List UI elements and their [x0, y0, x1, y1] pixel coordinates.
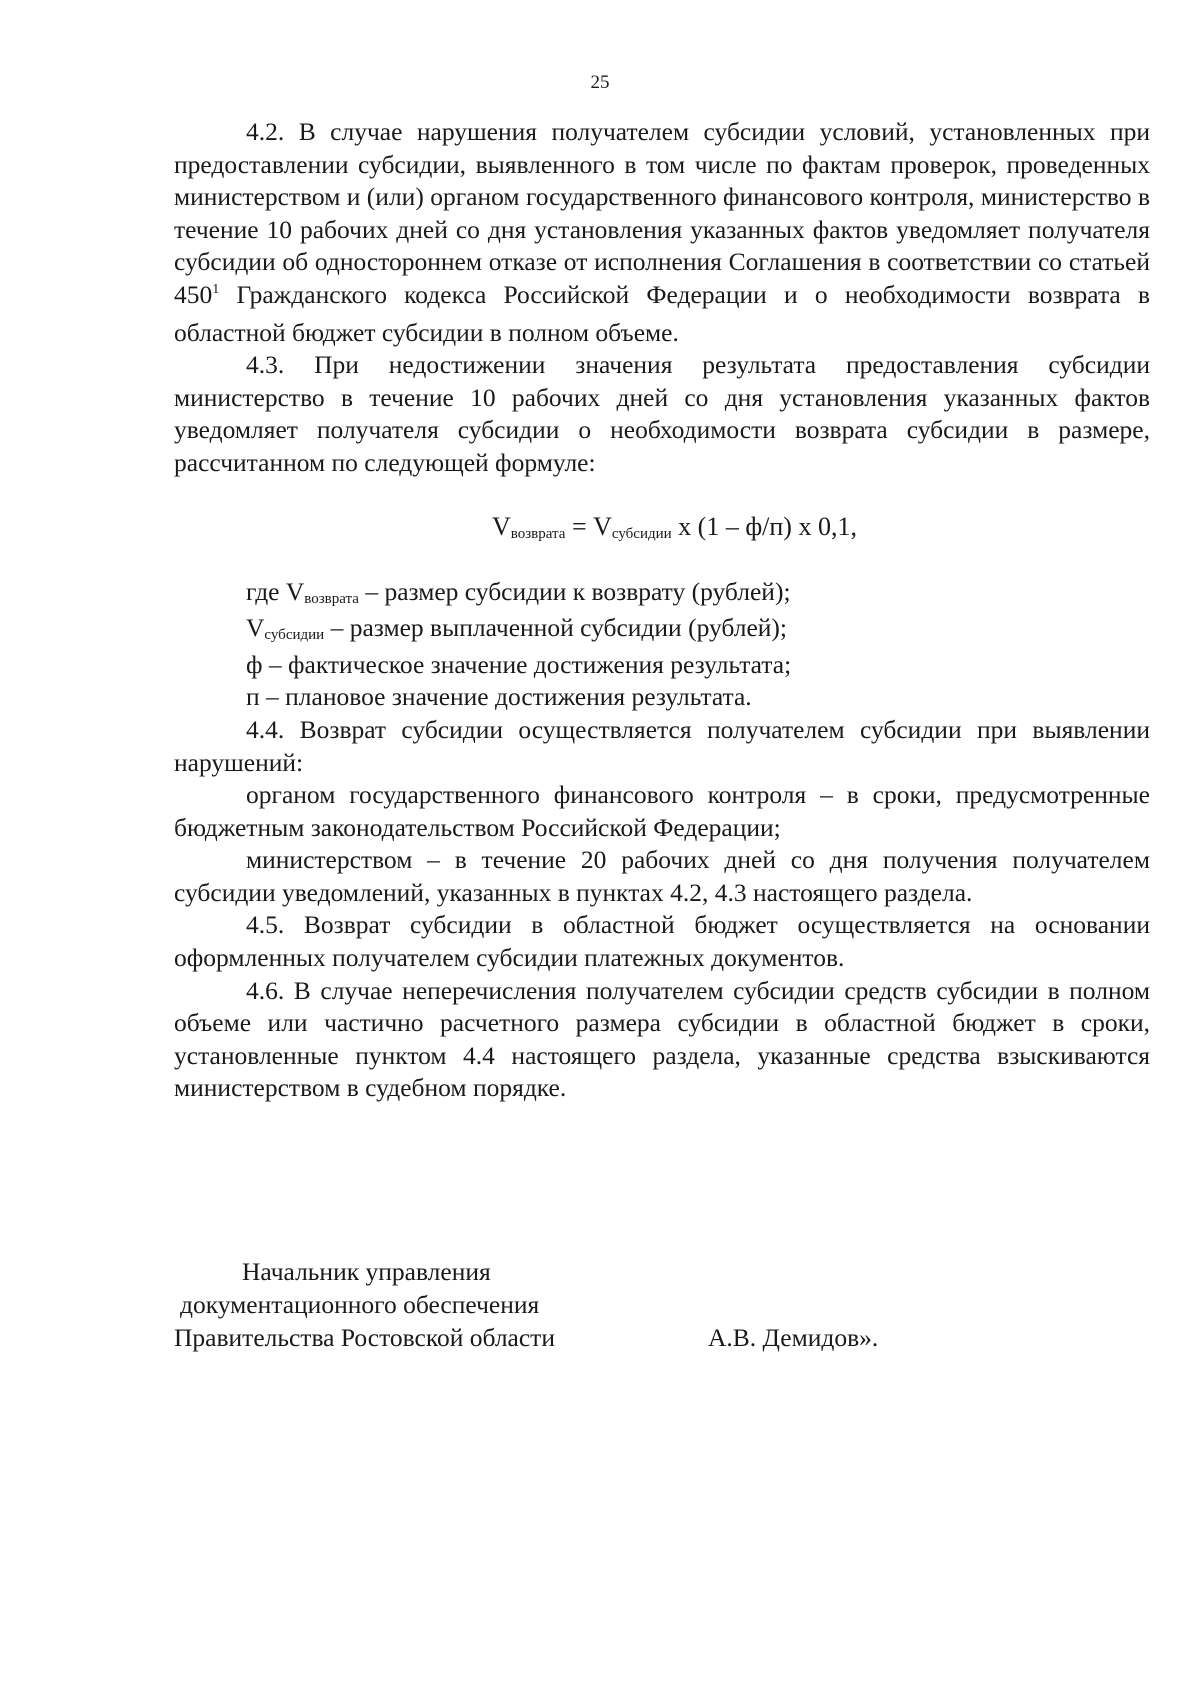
legend-line-1	[174, 576, 1150, 613]
paragraph-4-4: 4.4. Возврат субсидии осуществляется получателем субсидии при выявлении нарушений:	[174, 714, 1150, 777]
paragraph-4-6: 4.6. В случае неперечисления получателем субсидии средств субсидии в полном объеме или частично расчетного размера субсидии в областной бюджет в сроки, установленные пунктом 4.4 настоящего раздела, указанные средства взыскиваются министерством в судебном порядке.	[174, 975, 1150, 1103]
paragraph-4-2-text: 4.2. В случае нарушения получателем субсидии условий, установленных при предоставлении субсидии, выявленного в том числе по фактам проверок, проведенных министерством и (или) органом государственного финансового контроля, министерство в течение 10 рабочих дней со дня установления указанных фактов уведомляет получателя субсидии об одностороннем отказе от исполнения Соглашения в соответствии со статьей 450	[174, 117, 1150, 309]
legend-line-3: ф – фактическое значение достижения результата;	[246, 649, 792, 679]
page-number: 25	[590, 72, 610, 93]
legend-1-post: – размер субсидии к возврату (рублей);	[358, 576, 791, 606]
formula-rest: x (1 – ф/п) x 0,1,	[671, 511, 857, 541]
paragraph-4-3: 4.3. При недостижении значения результата предоставления субсидии министерство в течение 10 рабочих дней со дня установления указанных фактов уведомляет получателя субсидии о необходимости возврата субсидии в размере, рассчитанном по следующей формуле:	[174, 350, 1150, 477]
legend-1-pre: где V	[246, 576, 305, 606]
paragraph-4-4-a: органом государственного финансового контроля – в сроки, предусмотренные бюджетным законодательством Российской Федерации;	[174, 780, 1150, 842]
formula-sub-subsidy: субсидии	[611, 525, 672, 542]
document-body	[174, 116, 1150, 1105]
formula-v1: V	[492, 511, 511, 541]
paragraph-4-2	[174, 116, 1150, 349]
paragraph-4-5: 4.5. Возврат субсидии в областной бюджет осуществляется на основании оформленных получателем субсидии платежных документов.	[174, 910, 1150, 973]
legend-2-pre: V	[246, 613, 265, 643]
legend-2-post: – размер выплаченной субсидии (рублей);	[324, 613, 787, 643]
signature-title-line-2: документационного обеспечения	[180, 1290, 540, 1319]
legend-line-2	[174, 612, 1150, 649]
legend-2-sub: субсидии	[264, 627, 325, 644]
signature-block	[174, 1255, 1150, 1354]
legend-line-4: п – плановое значение достижения результата.	[246, 682, 752, 712]
signature-title-line-3: Правительства Ростовской области	[174, 1323, 555, 1352]
formula-eq: = V	[565, 511, 612, 541]
signature-title-line-1: Начальник управления	[242, 1257, 491, 1286]
legend-1-sub: возврата	[304, 590, 359, 607]
paragraph-4-4-b: министерством – в течение 20 рабочих дней со дня получения получателем субсидии уведомлений, указанных в пунктах 4.2, 4.3 настоящего раздела.	[174, 845, 1150, 907]
signatory-name: А.В. Демидов».	[708, 1323, 879, 1352]
refund-formula	[174, 510, 1150, 548]
article-superscript: 1	[212, 281, 220, 297]
paragraph-4-2-text-end: Гражданского кодекса Российской Федерации и о необходимости возврата в областной бюджет субсидии в полном объеме.	[174, 279, 1150, 347]
formula-sub-return: возврата	[510, 525, 566, 542]
